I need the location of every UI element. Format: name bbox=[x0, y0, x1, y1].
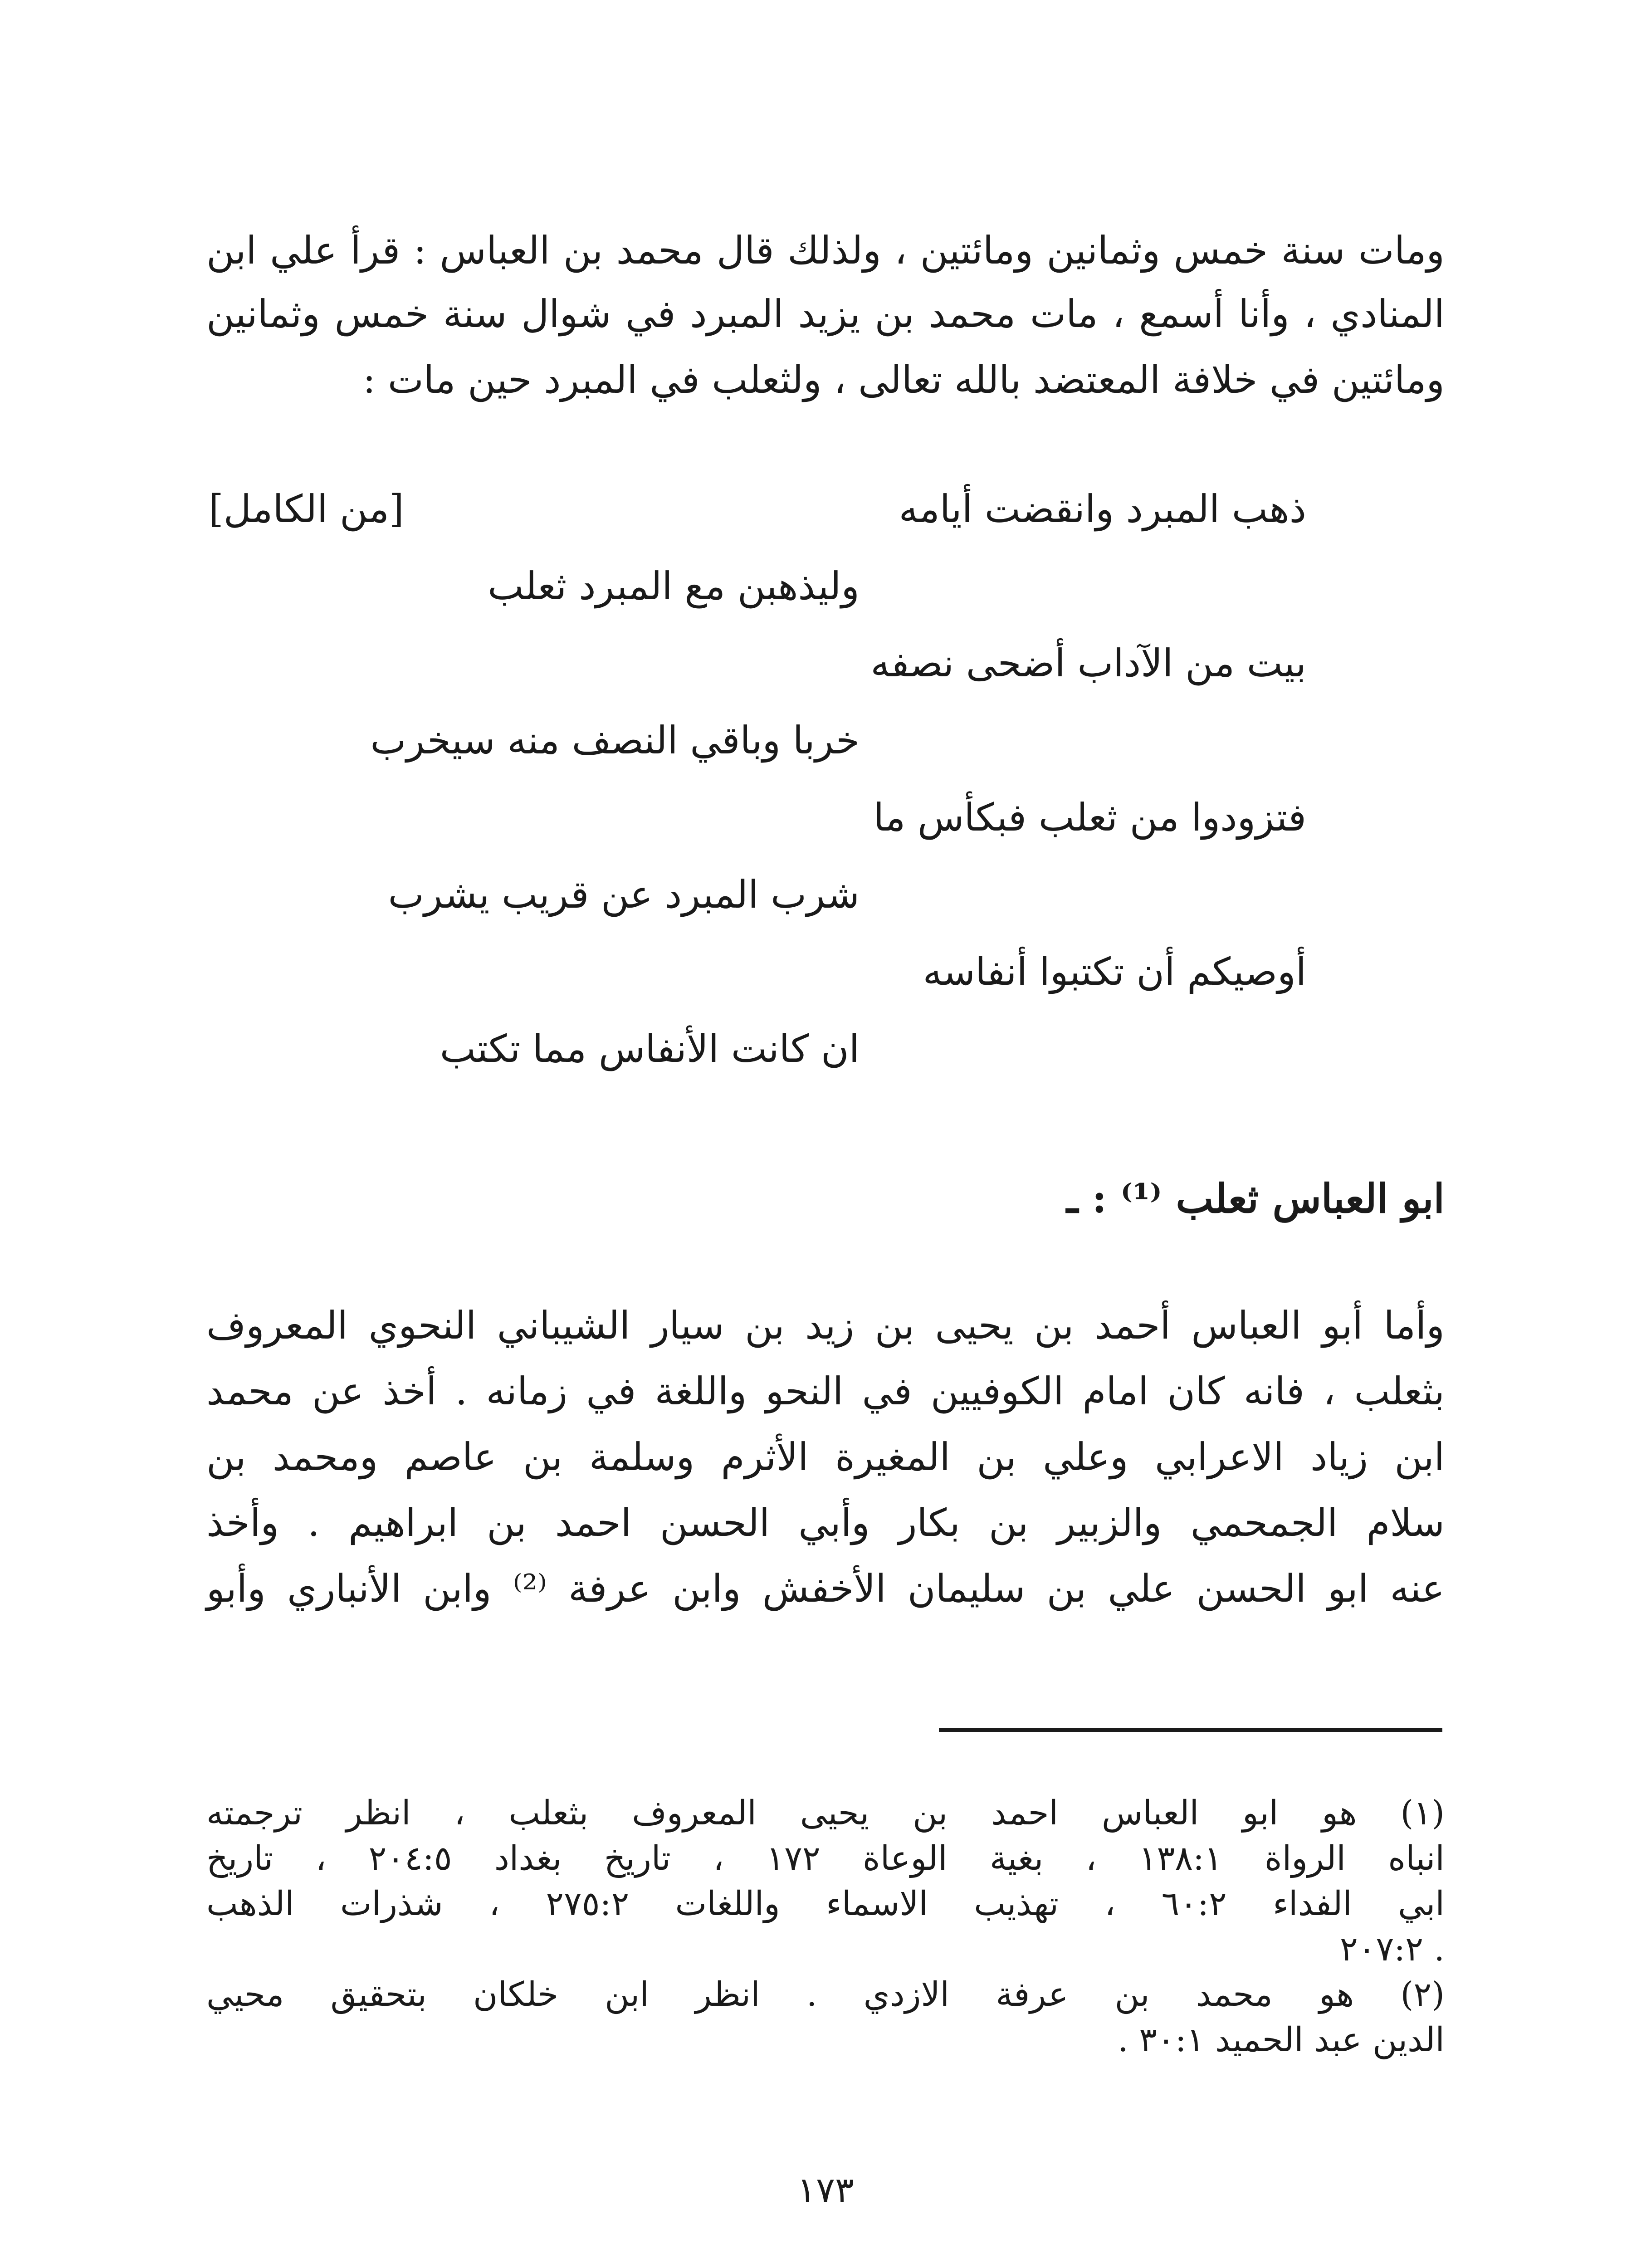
footnote-separator bbox=[939, 1728, 1442, 1732]
text-line: وأما أبو العباس أحمد بن يحيى بن زيد بن سيار الشيباني النحوي المعروف bbox=[206, 1303, 1445, 1348]
footnote-line: ابي الفداء ٦٠:٢ ، تهذيب الاسماء واللغات ٢٧٥:٢ ، شذرات الذهب bbox=[206, 1884, 1445, 1923]
verse-second-hemistich: خربا وباقي النصف منه سيخرب bbox=[370, 718, 860, 763]
section-heading: ابو العباس ثعلب ⁽¹⁾ : ـ bbox=[1066, 1175, 1445, 1222]
verse-first-hemistich: بيت من الآداب أضحى نصفه bbox=[870, 641, 1306, 685]
text-line: بثعلب ، فانه كان امام الكوفيين في النحو واللغة في زمانه . أخذ عن محمد bbox=[206, 1369, 1445, 1413]
verse-first-hemistich: ذهب المبرد وانقضت أيامه bbox=[899, 487, 1306, 531]
verse-first-hemistich: فتزودوا من ثعلب فبكأس ما bbox=[873, 795, 1306, 840]
footnote-line: (١) هو ابو العباس احمد بن يحيى المعروف بثعلب ، انظر ترجمته bbox=[206, 1794, 1445, 1833]
verse-first-hemistich: أوصيكم أن تكتبوا أنفاسه bbox=[923, 949, 1306, 994]
poem-meter: [من الكامل] bbox=[209, 487, 404, 531]
page-number: ١٧٣ bbox=[797, 2170, 854, 2211]
verse-second-hemistich: شرب المبرد عن قريب يشرب bbox=[388, 872, 860, 917]
text-line: سلام الجمحمي والزبير بن بكار وأبي الحسن احمد بن ابراهيم . وأخذ bbox=[206, 1501, 1445, 1545]
footnote-line: . ٢٠٧:٢ bbox=[1340, 1930, 1445, 1969]
footnote-line: الدين عبد الحميد ٣٠:١ . bbox=[1118, 2020, 1445, 2059]
verse-second-hemistich: وليذهبن مع المبرد ثعلب bbox=[488, 564, 860, 608]
text-line: ومات سنة خمس وثمانين ومائتين ، ولذلك قال محمد بن العباس : قرأ علي ابن bbox=[206, 228, 1445, 273]
text-line: عنه ابو الحسن علي بن سليمان الأخفش وابن عرفة ⁽²⁾ وابن الأنباري وأبو bbox=[206, 1566, 1445, 1611]
text-line: ومائتين في خلافة المعتضد بالله تعالى ، ولثعلب في المبرد حين مات : bbox=[362, 357, 1445, 402]
text-line: ابن زياد الاعرابي وعلي بن المغيرة الأثرم وسلمة بن عاصم ومحمد بن bbox=[206, 1435, 1445, 1479]
footnote-line: انباه الرواة ١٣٨:١ ، بغية الوعاة ١٧٢ ، تاريخ بغداد ٢٠٤:٥ ، تاريخ bbox=[206, 1839, 1445, 1878]
text-line: المنادي ، وأنا أسمع ، مات محمد بن يزيد المبرد في شوال سنة خمس وثمانين bbox=[206, 292, 1445, 336]
footnote-line: (٢) هو محمد بن عرفة الازدي . انظر ابن خلكان بتحقيق محيي bbox=[206, 1975, 1445, 2014]
verse-second-hemistich: ان كانت الأنفاس مما تكتب bbox=[440, 1026, 860, 1071]
